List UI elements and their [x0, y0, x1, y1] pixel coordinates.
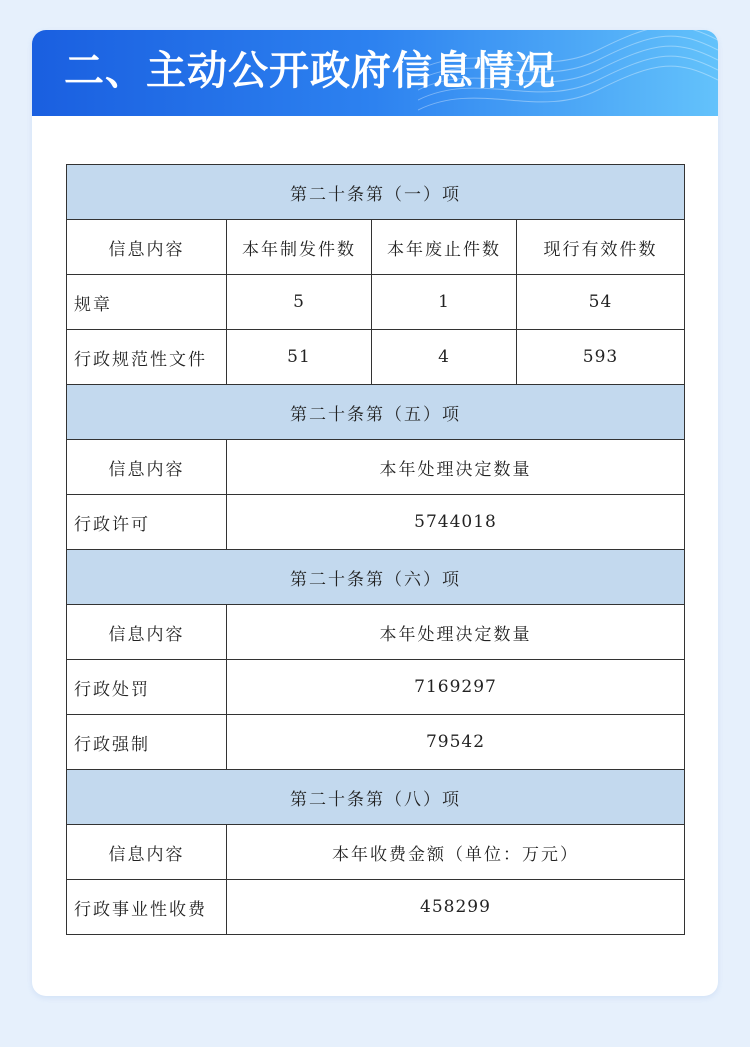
- row-value: 458299: [227, 880, 685, 935]
- page-title: 二、主动公开政府信息情况: [64, 48, 556, 94]
- repealed-count: 4: [372, 330, 517, 385]
- column-header-row: [67, 605, 685, 660]
- column-header: 本年废止件数: [372, 220, 517, 275]
- title-banner: [32, 30, 718, 116]
- issued-count: 5: [227, 275, 372, 330]
- column-header-row: [67, 220, 685, 275]
- disclosure-table: [66, 164, 685, 935]
- row-label: 行政处罚: [67, 660, 227, 715]
- table-row: [67, 495, 685, 550]
- column-header: 信息内容: [67, 605, 227, 660]
- column-header: 现行有效件数: [517, 220, 685, 275]
- row-label: 行政规范性文件: [67, 330, 227, 385]
- table-row: [67, 275, 685, 330]
- row-value: 5744018: [227, 495, 685, 550]
- column-header-row: [67, 825, 685, 880]
- row-label: 行政许可: [67, 495, 227, 550]
- issued-count: 51: [227, 330, 372, 385]
- table-row: [67, 880, 685, 935]
- row-label: 行政强制: [67, 715, 227, 770]
- column-header: 信息内容: [67, 440, 227, 495]
- column-header: 本年收费金额（单位：万元）: [227, 825, 685, 880]
- section-header-row: [67, 550, 685, 605]
- valid-count: 593: [517, 330, 685, 385]
- section-heading: 第二十条第（一）项: [67, 165, 685, 220]
- row-label: 行政事业性收费: [67, 880, 227, 935]
- table-row: [67, 660, 685, 715]
- valid-count: 54: [517, 275, 685, 330]
- column-header: 本年处理决定数量: [227, 605, 685, 660]
- section-heading: 第二十条第（八）项: [67, 770, 685, 825]
- content-card: [32, 30, 718, 996]
- table-row: [67, 330, 685, 385]
- row-value: 7169297: [227, 660, 685, 715]
- section-heading: 第二十条第（六）项: [67, 550, 685, 605]
- repealed-count: 1: [372, 275, 517, 330]
- column-header-row: [67, 440, 685, 495]
- table-row: [67, 715, 685, 770]
- column-header: 本年制发件数: [227, 220, 372, 275]
- section-header-row: [67, 770, 685, 825]
- section-header-row: [67, 385, 685, 440]
- section-heading: 第二十条第（五）项: [67, 385, 685, 440]
- row-label: 规章: [67, 275, 227, 330]
- column-header: 本年处理决定数量: [227, 440, 685, 495]
- row-value: 79542: [227, 715, 685, 770]
- column-header: 信息内容: [67, 825, 227, 880]
- section-header-row: [67, 165, 685, 220]
- column-header: 信息内容: [67, 220, 227, 275]
